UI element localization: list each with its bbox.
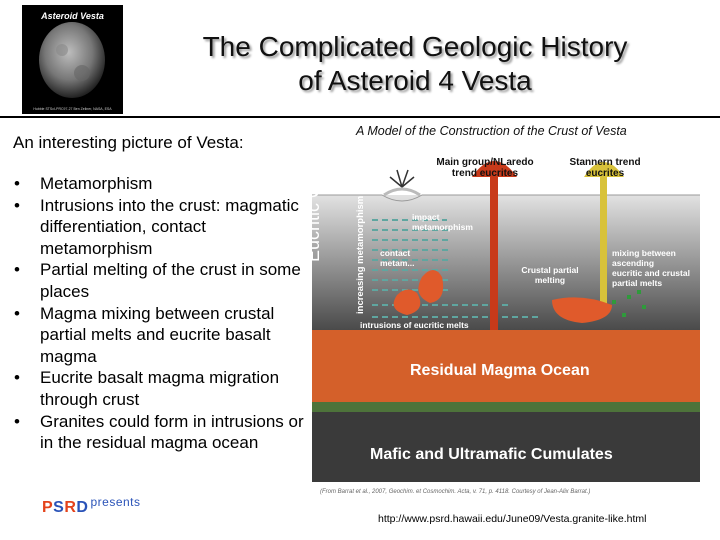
bullet-item: • Metamorphism: [14, 174, 153, 193]
label-mafic-cumulates: Mafic and Ultramafic Cumulates: [370, 446, 613, 463]
label-stannern: Stannern trend eucrites: [569, 157, 641, 179]
diagram-citation: (From Barrat et al., 2007, Geochim. et Cosmochim. Acta, v. 71, p. 4118. Courtesy of Jean-Alix Barrat.): [320, 489, 591, 495]
title-divider: [0, 116, 720, 118]
diagram-title: A Model of the Construction of the Crust of Vesta: [356, 124, 627, 138]
slide-title: [130, 30, 700, 98]
bullet-list: [14, 173, 304, 454]
label-eucritic-crust: Eucritic Crust: [303, 154, 323, 262]
vesta-thumbnail-image: [22, 5, 123, 114]
label-mixing: mixing between ascending eucritic and crustal partial melts: [612, 248, 690, 288]
title-line-1: The Complicated Geologic History: [202, 31, 628, 62]
crust-model-graphic: [312, 125, 700, 500]
thumbnail-credit: Hubble STScI-PRC97-27 Ben Zellner, NASA, ESA: [33, 106, 112, 111]
crust-model-diagram: [312, 125, 700, 500]
bullet-glyph: •: [14, 303, 20, 323]
psrd-logo: PSRD $^{presents}$: [42, 495, 141, 516]
label-residual-magma-ocean: Residual Magma Ocean: [410, 362, 590, 379]
bullet-item: • Intrusions into the crust: magmatic differentiation, contact metamorphism: [14, 195, 299, 258]
thumbnail-caption: Asteroid Vesta: [41, 11, 104, 21]
bullet-glyph: •: [14, 260, 20, 280]
red-dike: [490, 165, 498, 330]
yellow-dike: [600, 165, 607, 305]
bullet-glyph: •: [14, 411, 20, 431]
bullet-glyph: •: [14, 368, 20, 388]
label-main-group: Main group/NLaredo trend eucrites: [436, 157, 534, 179]
title-line-2: of Asteroid 4 Vesta: [298, 65, 532, 96]
label-impact: impact metamorphism: [412, 212, 473, 232]
bullet-item: • Partial melting of the crust in some places: [14, 260, 301, 301]
bullet-glyph: •: [14, 174, 20, 193]
label-crustal-partial: Crustal partial melting: [521, 265, 579, 285]
cumulates-layer: [312, 402, 700, 482]
label-intrusions: intrusions of eucritic melts: [360, 320, 469, 330]
bullet-item: • Eucrite basalt magma migration through crust: [14, 368, 280, 409]
label-contact: contact metam...: [380, 248, 415, 268]
intro-text: An interesting picture of Vesta:: [13, 133, 244, 152]
logo-presents: presents: [90, 495, 141, 509]
label-increasing-metamorphism: increasing metamorphism: [355, 195, 366, 314]
bullet-item: • Magma mixing between crustal partial melts and eucrite basalt magma: [14, 303, 275, 366]
bullet-glyph: •: [14, 195, 20, 215]
source-url[interactable]: http://www.psrd.hawaii.edu/June09/Vesta.granite-like.html: [378, 513, 647, 525]
bullet-item: • Granites could form in intrusions or in the residual magma ocean: [14, 411, 304, 453]
vesta-asteroid-graphic: [22, 5, 123, 114]
